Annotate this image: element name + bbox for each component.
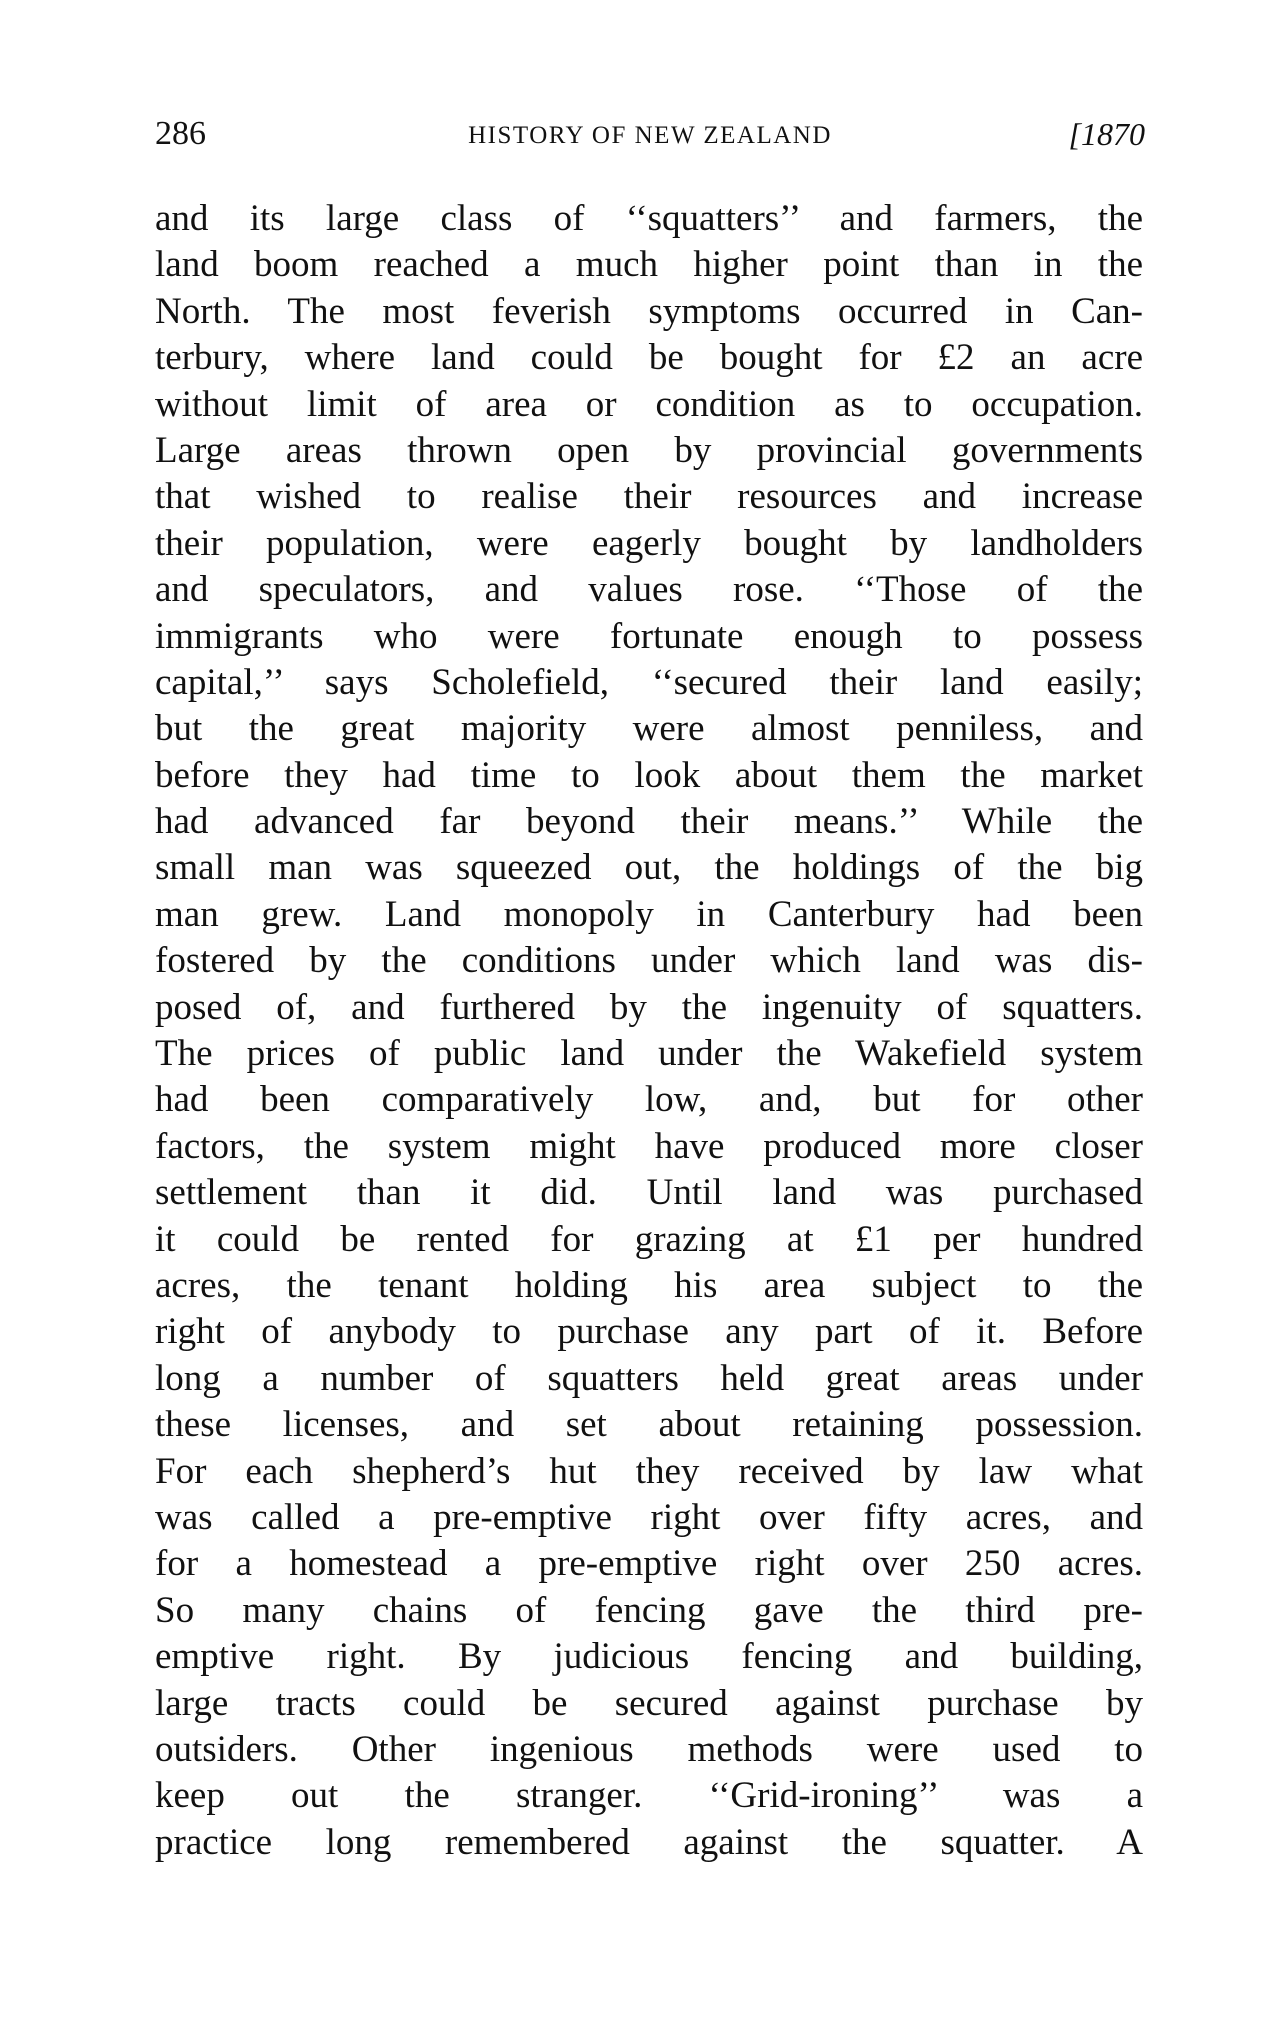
text-line: practice long remembered against the squatter. A bbox=[155, 1821, 1143, 1863]
text-line: and its large class of ‘‘squatters’’ and farmers, the bbox=[155, 198, 1143, 239]
page-number: 286 bbox=[155, 115, 206, 152]
text-line: land boom reached a much higher point than in the bbox=[155, 244, 1143, 286]
body-text bbox=[155, 196, 1143, 1866]
text-line: and speculators, and values rose. ‘‘Those of the bbox=[155, 569, 1143, 611]
text-line: outsiders. Other ingenious methods were used to bbox=[155, 1728, 1143, 1770]
text-line: without limit of area or condition as to occupation. bbox=[155, 383, 1143, 425]
text-line: capital,’’ says Scholefield, ‘‘secured their land easily; bbox=[155, 661, 1143, 703]
text-line: North. The most feverish symptoms occurred in Can- bbox=[155, 290, 1143, 332]
text-line: immigrants who were fortunate enough to possess bbox=[155, 615, 1143, 657]
text-line: small man was squeezed out, the holdings of the big bbox=[155, 847, 1143, 889]
text-line: So many chains of fencing gave the third pre- bbox=[155, 1589, 1143, 1631]
text-line: long a number of squatters held great areas under bbox=[155, 1357, 1143, 1399]
text-line: Large areas thrown open by provincial governments bbox=[155, 429, 1143, 471]
chapter-year: [1870 bbox=[1068, 116, 1145, 152]
text-line: large tracts could be secured against purchase by bbox=[155, 1682, 1143, 1724]
text-line: acres, the tenant holding his area subject to the bbox=[155, 1264, 1143, 1306]
text-line: it could be rented for grazing at £1 per hundred bbox=[155, 1218, 1143, 1260]
text-line: right of anybody to purchase any part of it. Before bbox=[155, 1311, 1143, 1353]
text-line: man grew. Land monopoly in Canterbury had been bbox=[155, 893, 1143, 935]
running-head bbox=[155, 114, 1145, 154]
text-line: these licenses, and set about retaining possession. bbox=[155, 1404, 1143, 1446]
text-line: settlement than it did. Until land was purchased bbox=[155, 1172, 1143, 1214]
text-line: for a homestead a pre-emptive right over 250 acres. bbox=[155, 1543, 1143, 1585]
text-line: before they had time to look about them the market bbox=[155, 754, 1143, 796]
text-line: keep out the stranger. ‘‘Grid-ironing’’ was a bbox=[155, 1775, 1143, 1817]
text-line: their population, were eagerly bought by landholders bbox=[155, 522, 1143, 564]
book-title: HISTORY OF NEW ZEALAND bbox=[468, 122, 832, 149]
text-line: but the great majority were almost penniless, and bbox=[155, 708, 1143, 750]
text-line: emptive right. By judicious fencing and building, bbox=[155, 1636, 1143, 1678]
text-line: that wished to realise their resources and increase bbox=[155, 476, 1143, 518]
text-line: was called a pre-emptive right over fifty acres, and bbox=[155, 1496, 1143, 1538]
text-line: had advanced far beyond their means.’’ While the bbox=[155, 801, 1143, 843]
text-line: had been comparatively low, and, but for other bbox=[155, 1079, 1143, 1121]
text-line: posed of, and furthered by the ingenuity of squatters. bbox=[155, 986, 1143, 1028]
text-line: For each shepherd’s hut they received by law what bbox=[155, 1450, 1143, 1492]
text-line: factors, the system might have produced more closer bbox=[155, 1125, 1143, 1167]
text-line: terbury, where land could be bought for £2 an acre bbox=[155, 337, 1143, 379]
text-line: fostered by the conditions under which land was dis- bbox=[155, 940, 1143, 982]
text-line: The prices of public land under the Wakefield system bbox=[155, 1033, 1143, 1075]
